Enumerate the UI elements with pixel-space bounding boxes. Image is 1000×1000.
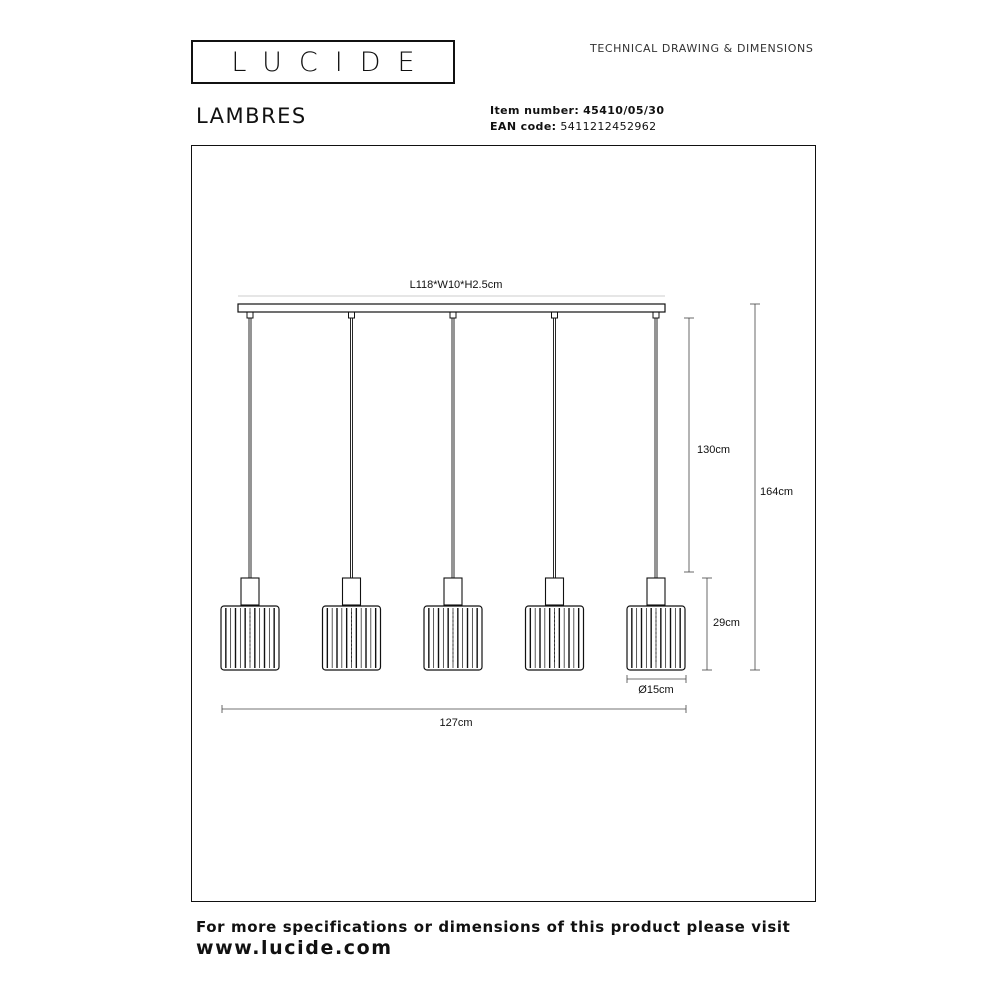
shade-diameter-label: Ø15cm bbox=[638, 684, 674, 696]
total-height-label: 164cm bbox=[760, 486, 794, 498]
pendant-lamps bbox=[221, 312, 685, 670]
cable-connector bbox=[653, 312, 659, 318]
item-number-value: 45410/05/30 bbox=[583, 104, 665, 117]
product-name: LAMBRES bbox=[196, 104, 307, 128]
footer-text: For more specifications or dimensions of this product please visit bbox=[196, 918, 791, 936]
ean-label: EAN code: bbox=[490, 120, 557, 133]
lamp-holder bbox=[546, 578, 564, 605]
brand-logo-text: LUCIDE bbox=[231, 46, 432, 78]
dimension-annotations bbox=[222, 279, 793, 729]
footer-url[interactable]: www.lucide.com bbox=[196, 937, 393, 959]
cable-connector bbox=[552, 312, 558, 318]
cable-connector bbox=[349, 312, 355, 318]
ceiling-bar bbox=[238, 304, 665, 312]
bar-dimension-label: L118*W10*H2.5cm bbox=[409, 279, 503, 291]
total-width-label: 127cm bbox=[439, 717, 473, 729]
section-label: TECHNICAL DRAWING & DIMENSIONS bbox=[590, 42, 814, 55]
shade-height-label: 29cm bbox=[713, 617, 740, 629]
cable-dimension-label: 130cm bbox=[697, 444, 731, 456]
cable-connector bbox=[450, 312, 456, 318]
lamp-holder bbox=[343, 578, 361, 605]
ean-value: 5411212452962 bbox=[560, 120, 657, 133]
item-number-label: Item number: bbox=[490, 104, 580, 117]
lamp-holder bbox=[444, 578, 462, 605]
lamp-holder bbox=[241, 578, 259, 605]
cable-connector bbox=[247, 312, 253, 318]
lamp-holder bbox=[647, 578, 665, 605]
